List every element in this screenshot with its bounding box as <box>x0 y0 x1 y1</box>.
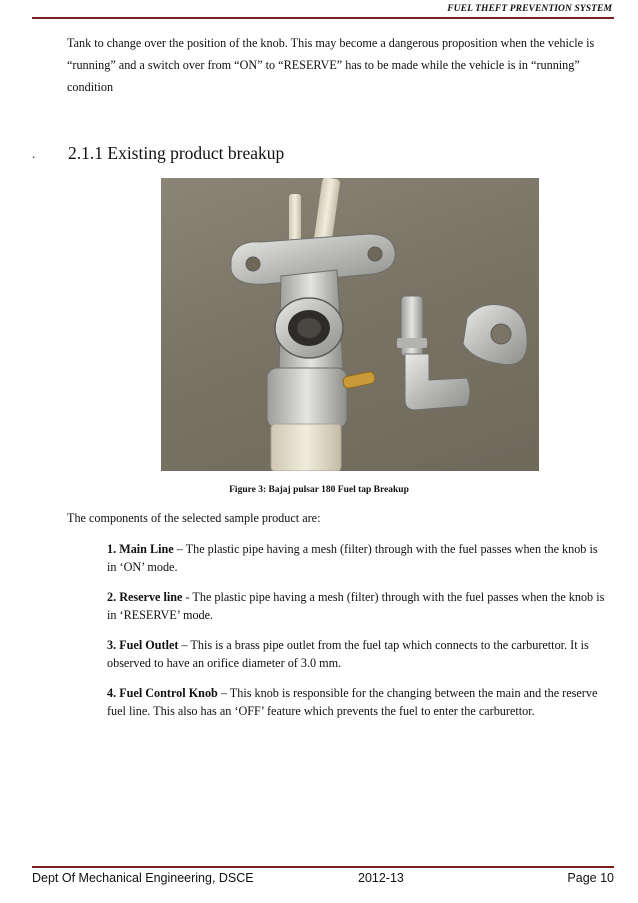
component-term: 1. Main Line <box>107 542 174 556</box>
component-term: 4. Fuel Control Knob <box>107 686 218 700</box>
component-term: 3. Fuel Outlet <box>107 638 179 652</box>
component-description: – This is a brass pipe outlet from the fuel tap which connects to the carburettor. It is observed to have an orifice diameter of 3.0 mm. <box>107 638 589 670</box>
plastic-base <box>271 424 341 471</box>
footer-page-number: Page 10 <box>567 871 614 885</box>
component-item-fuel-control-knob <box>107 684 607 720</box>
component-description: – The plastic pipe having a mesh (filter) through with the fuel passes when the knob is in ‘ON’ mode. <box>107 542 598 574</box>
fuel-tap-illustration <box>161 178 539 471</box>
component-list <box>107 540 607 732</box>
brass-fuel-outlet <box>342 371 376 389</box>
footer-year: 2012-13 <box>358 871 404 885</box>
section-heading: 2.1.1 Existing product breakup <box>68 143 285 163</box>
component-description: - The plastic pipe having a mesh (filter) through with the fuel passes when the knob is in ‘RESERVE’ mode. <box>107 590 605 622</box>
valve-cylinder <box>267 368 347 428</box>
header-divider <box>32 17 614 19</box>
component-description: – This knob is responsible for the changing between the main and the reserve fuel line. This also has an ‘OFF’ feature which prevents the fuel to enter the carburettor. <box>107 686 598 718</box>
component-term: 2. Reserve line <box>107 590 183 604</box>
component-item-fuel-outlet <box>107 636 607 672</box>
section-bullet: . <box>32 146 36 161</box>
footer-department: Dept Of Mechanical Engineering, DSCE <box>32 871 254 885</box>
running-header-title: FUEL THEFT PREVENTION SYSTEM <box>447 4 612 14</box>
footer-divider <box>32 866 614 868</box>
components-intro: The components of the selected sample product are: <box>67 511 321 525</box>
component-item-main-line <box>107 540 607 576</box>
fuel-tap-photo <box>161 178 539 471</box>
intro-paragraph: Tank to change over the position of the knob. This may become a dangerous proposition when the vehicle is “running” and a switch over from “ON” to “RESERVE” has to be made while the vehicle is in “running” condition <box>67 36 595 94</box>
figure-caption: Figure 3: Bajaj pulsar 180 Fuel tap Breakup <box>229 485 409 495</box>
fuel-control-knob <box>405 354 470 410</box>
component-item-reserve-line <box>107 588 607 624</box>
